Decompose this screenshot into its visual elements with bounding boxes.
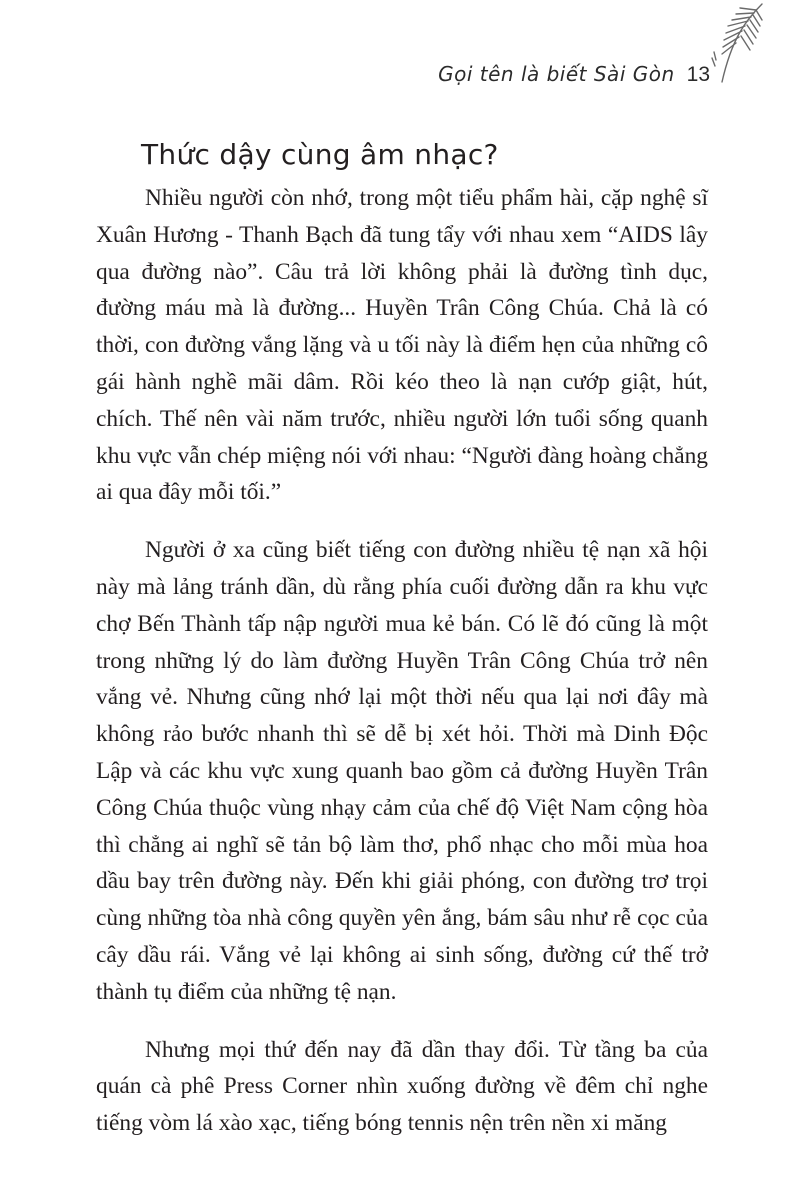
paragraph: Nhiều người còn nhớ, trong một tiểu phẩm hài, cặp nghệ sĩ Xuân Hương - Thanh Bạch đã tung tẩy với nhau xem “AIDS lây qua đường nào”. Câu trả lời không phải là đường tình dục, đường máu mà là đường... Huyền Trân Công Chúa. Chả là có thời, con đường vắng lặng và u tối này là điểm hẹn của những cô gái hành nghề mãi dâm. Rồi kéo theo là nạn cướp giật, hút, chích. Thế nên vài năm trước, nhiều người lớn tuổi sống quanh khu vực vẫn chép miệng nói với nhau: “Người đàng hoàng chẳng ai qua đây mỗi tối.” [96, 185, 708, 506]
running-header [438, 62, 710, 87]
body-text [96, 180, 708, 1142]
running-title: Gọi tên là biết Sài Gòn [438, 62, 675, 86]
paragraph: Người ở xa cũng biết tiếng con đường nhiều tệ nạn xã hội này mà lảng tránh dần, dù rằng phía cuối đường dẫn ra khu vực chợ Bến Thành tấp nập người mua kẻ bán. Có lẽ đó cũng là một trong những lý do làm đường Huyền Trân Công Chúa trở nên vắng vẻ. Nhưng cũng nhớ lại một thời nếu qua lại nơi đây mà không rảo bước nhanh thì sẽ dễ bị xét hỏi. Thời mà Dinh Độc Lập và các khu vực xung quanh bao gồm cả đường Huyền Trân Công Chúa thuộc vùng nhạy cảm của chế độ Việt Nam cộng hòa thì chẳng ai nghĩ sẽ tản bộ làm thơ, phổ nhạc cho mỗi mùa hoa dầu bay trên đường này. Đến khi giải phóng, con đường trơ trọi cùng những tòa nhà công quyền yên ắng, bám sâu như rễ cọc của cây dầu rái. Vắng vẻ lại không ai sinh sống, đường cứ thế trở thành tụ điểm của những tệ nạn. [96, 537, 708, 1005]
section-title: Thức dậy cùng âm nhạc? [141, 138, 499, 171]
paragraph: Nhưng mọi thứ đến nay đã dần thay đổi. Từ tầng ba của quán cà phê Press Corner nhìn xuống đường về đêm chỉ nghe tiếng vòm lá xào xạc, tiếng bóng tennis nện trên nền xi măng [96, 1036, 708, 1137]
page-number: 13 [686, 63, 710, 86]
